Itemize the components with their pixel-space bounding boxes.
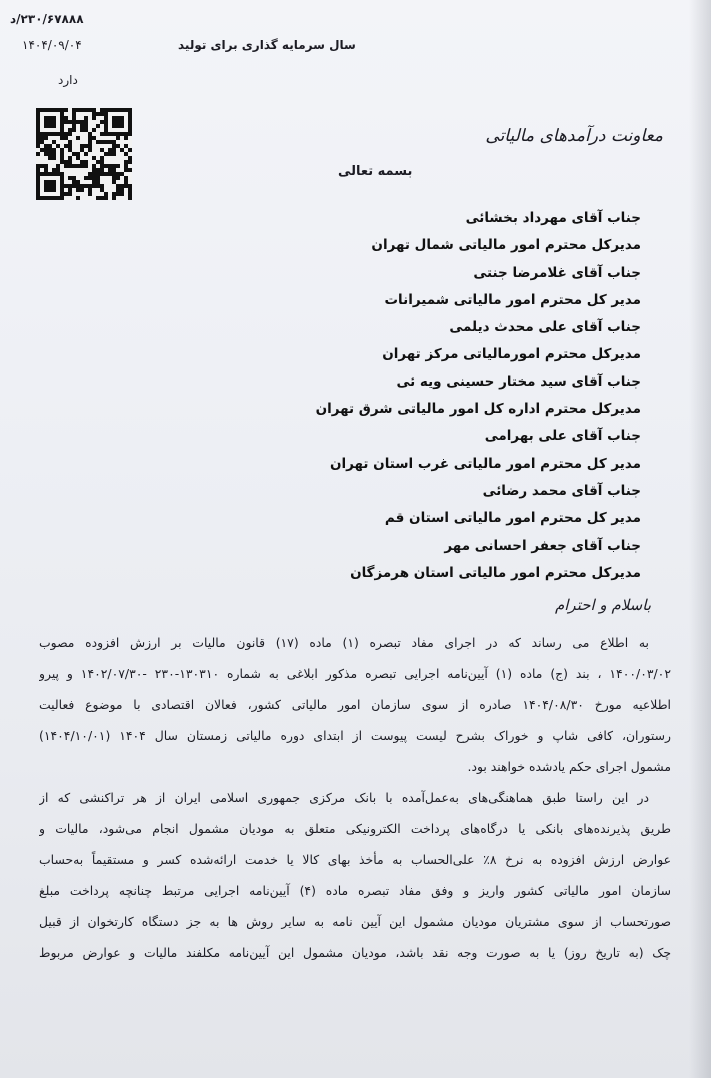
body-line: صورتحساب از سوی مشتریان مودیان مشمول این آیین نامه به سایر روش ها به جز دستگاه کارتخوان از قبیل bbox=[39, 914, 671, 929]
addressee-line: مدیرکل محترم اداره کل امور مالیاتی شرق تهران bbox=[315, 401, 641, 418]
basmala: بسمه تعالی bbox=[338, 164, 413, 179]
addressee-line: جناب آقای غلامرضا جنتی bbox=[473, 264, 641, 281]
body-line: مشمول اجرای حکم یادشده خواهند بود. bbox=[467, 759, 671, 774]
qr-code-icon bbox=[36, 108, 132, 200]
addressee-line: جناب آقای سید مختار حسینی ویه ئی bbox=[396, 373, 641, 390]
letter-body bbox=[39, 628, 671, 969]
body-line: به اطلاع می رساند که در اجرای مفاد تبصره (۱) ماده (۱۷) قانون مالیات بر ارزش افزوده مصوب bbox=[39, 635, 649, 650]
body-line: رستوران، کافی شاپ و خوراک بشرح لیست پیوست از ابتدای دوره مالیاتی زمستان سال ۱۴۰۴ (۱۴۰۴/۱۰/۰۱) bbox=[39, 728, 671, 743]
addressee-line: مدیر کل محترم امور مالیاتی استان قم bbox=[384, 510, 641, 527]
addressee-line: جناب آقای محمد رضائی bbox=[482, 482, 641, 499]
addressee-line: مدیر کل محترم امور مالیاتی غرب استان تهران bbox=[329, 455, 641, 472]
reference-number: ۲۳۰/۶۷۸۸۸/د bbox=[10, 12, 84, 26]
addressee-line: مدیرکل محترم امورمالیاتی مرکز تهران bbox=[382, 346, 641, 363]
greeting: باسلام و احترام bbox=[554, 596, 651, 614]
letter-date: ۱۴۰۴/۰۹/۰۴ bbox=[22, 38, 82, 52]
addressee-line: جناب آقای جعفر احسانی مهر bbox=[444, 537, 641, 554]
body-line: عوارض ارزش افزوده به نرخ ۸٪ علی‌الحساب به مأخذ بهای کالا یا خدمت ارائه‌شده کسر و مستقیماً به‌حساب bbox=[39, 852, 671, 867]
body-line: سازمان امور مالیاتی کشور واریز و وفق مفاد تبصره ماده (۴) آیین‌نامه اجرایی مرتبط چنانچه پرداخت مبلغ bbox=[39, 883, 671, 898]
body-line: اطلاعیه مورخ ۱۴۰۴/۰۸/۳۰ صادره از سوی سازمان امور مالیاتی کشور، فعالان اقتصادی با موضوع فعالیت bbox=[39, 697, 671, 712]
year-motto: سال سرمایه گذاری برای تولید bbox=[178, 38, 356, 52]
addressee-line: مدیر کل محترم امور مالیاتی شمیرانات bbox=[384, 291, 641, 308]
body-line: چک (به تاریخ روز) یا به صورت وجه نقد باشد، مودیان مشمول این آیین‌نامه مکلفند مالیات و عوارض مربوط bbox=[39, 945, 671, 960]
page-edge-shadow bbox=[689, 0, 711, 1078]
attachment-status: دارد bbox=[58, 73, 78, 87]
addressee-line: جناب آقای مهرداد بخشائی bbox=[465, 210, 641, 226]
body-line: در این راستا طبق هماهنگی‌های به‌عمل‌آمده با بانک مرکزی جمهوری اسلامی ایران از هر تراکنشی که از bbox=[39, 790, 649, 805]
body-line: طریق پذیرنده‌های بانکی یا درگاه‌های پرداخت الکترونیکی متعلق به مودیان مشمول انجام می‌شود، مالیات و bbox=[39, 821, 671, 836]
department-heading: معاونت درآمدهای مالیاتی bbox=[485, 126, 663, 146]
addressee-list bbox=[121, 205, 641, 587]
addressee-line: مدیرکل محترم امور مالیاتی شمال تهران bbox=[371, 237, 641, 254]
addressee-line: مدیرکل محترم امور مالیاتی استان هرمزگان bbox=[350, 564, 641, 581]
addressee-line: جناب آقای علی بهرامی bbox=[484, 428, 641, 445]
body-line: ۱۴۰۰/۰۳/۰۲ ، بند (ج) ماده (۱) آیین‌نامه اجرایی تبصره مذکور ابلاغی به شماره ۱۳۰۳۱۰-۲۳۰ -۱۴۰۲/۰۷/۳۰ و پیرو bbox=[39, 666, 671, 681]
addressee-line: جناب آقای علی محدث دیلمی bbox=[449, 319, 641, 336]
